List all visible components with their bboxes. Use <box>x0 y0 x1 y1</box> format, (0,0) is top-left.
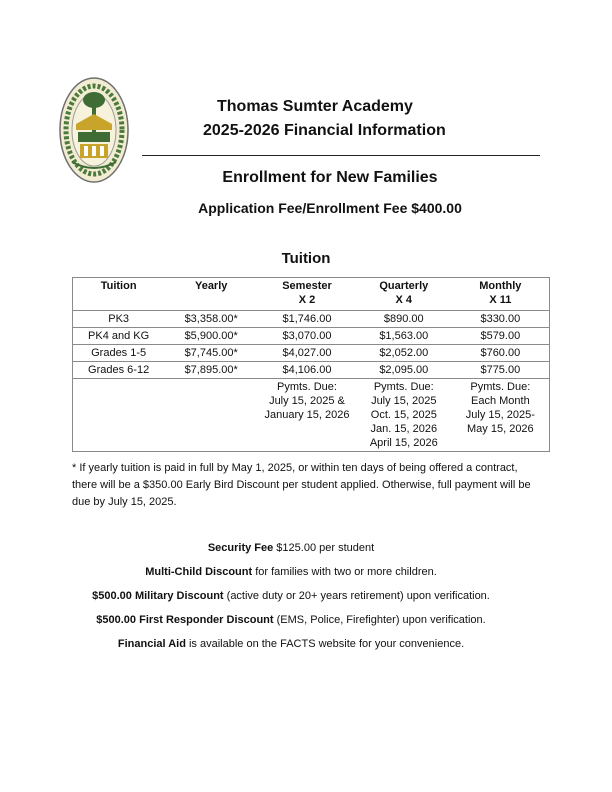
application-fee-heading: Application Fee/Enrollment Fee $400.00 <box>198 200 462 216</box>
table-cell: $890.00 <box>356 311 452 328</box>
school-seal-logo <box>58 76 130 184</box>
table-header-row <box>73 278 550 311</box>
table-cell: $4,027.00 <box>258 345 356 362</box>
table-cell: $330.00 <box>452 311 550 328</box>
table-cell: PK3 <box>73 311 165 328</box>
document-subtitle: 2025-2026 Financial Information <box>203 122 446 139</box>
tuition-heading: Tuition <box>281 250 331 267</box>
quarterly-due-dates: Pymts. Due: July 15, 2025 Oct. 15, 2025 Jan. 15, 2026 April 15, 2026 <box>356 379 452 452</box>
table-cell <box>73 379 165 452</box>
table-cell: $7,895.00* <box>164 362 258 379</box>
column-header: Tuition <box>73 278 165 311</box>
table-cell: $775.00 <box>452 362 550 379</box>
table-cell: $579.00 <box>452 328 550 345</box>
table-row <box>73 345 550 362</box>
column-header: Semester X 2 <box>258 278 356 311</box>
semester-due-dates: Pymts. Due: July 15, 2025 & January 15, 2026 <box>258 379 356 452</box>
column-header: Monthly X 11 <box>452 278 550 311</box>
enrollment-heading: Enrollment for New Families <box>222 169 438 186</box>
table-cell: $4,106.00 <box>258 362 356 379</box>
table-row <box>73 311 550 328</box>
table-cell: $760.00 <box>452 345 550 362</box>
payment-due-row <box>73 379 550 452</box>
school-name: Thomas Sumter Academy <box>217 98 413 115</box>
table-cell: $1,563.00 <box>356 328 452 345</box>
financial-aid-line: Financial Aid is available on the FACTS website for your convenience. <box>117 638 465 650</box>
table-row <box>73 328 550 345</box>
multi-child-discount-line: Multi-Child Discount for families with two or more children. <box>145 566 437 578</box>
table-cell: $2,052.00 <box>356 345 452 362</box>
table-cell <box>164 379 258 452</box>
table-cell: $5,900.00* <box>164 328 258 345</box>
tuition-table <box>72 277 550 452</box>
table-cell: $2,095.00 <box>356 362 452 379</box>
table-cell: Grades 1-5 <box>73 345 165 362</box>
table-cell: $7,745.00* <box>164 345 258 362</box>
security-fee-line: Security Fee $125.00 per student <box>207 542 375 554</box>
table-cell: $3,358.00* <box>164 311 258 328</box>
monthly-due-dates: Pymts. Due: Each Month July 15, 2025- May 15, 2026 <box>452 379 550 452</box>
early-bird-footnote: * If yearly tuition is paid in full by May 1, 2025, or within ten days of being offered a contract, there will be a $350.00 Early Bird Discount per student applied. Otherwise, full payment will be due by July 15, 2025. <box>72 462 531 508</box>
table-cell: $1,746.00 <box>258 311 356 328</box>
table-cell: PK4 and KG <box>73 328 165 345</box>
military-discount-line: $500.00 Military Discount (active duty or 20+ years retirement) upon verification. <box>92 590 490 602</box>
column-header: Quarterly X 4 <box>356 278 452 311</box>
table-row <box>73 362 550 379</box>
header-divider <box>142 155 540 156</box>
table-cell: $3,070.00 <box>258 328 356 345</box>
first-responder-discount-line: $500.00 First Responder Discount (EMS, Police, Firefighter) upon verification. <box>96 614 486 626</box>
table-cell: Grades 6-12 <box>73 362 165 379</box>
column-header: Yearly <box>164 278 258 311</box>
